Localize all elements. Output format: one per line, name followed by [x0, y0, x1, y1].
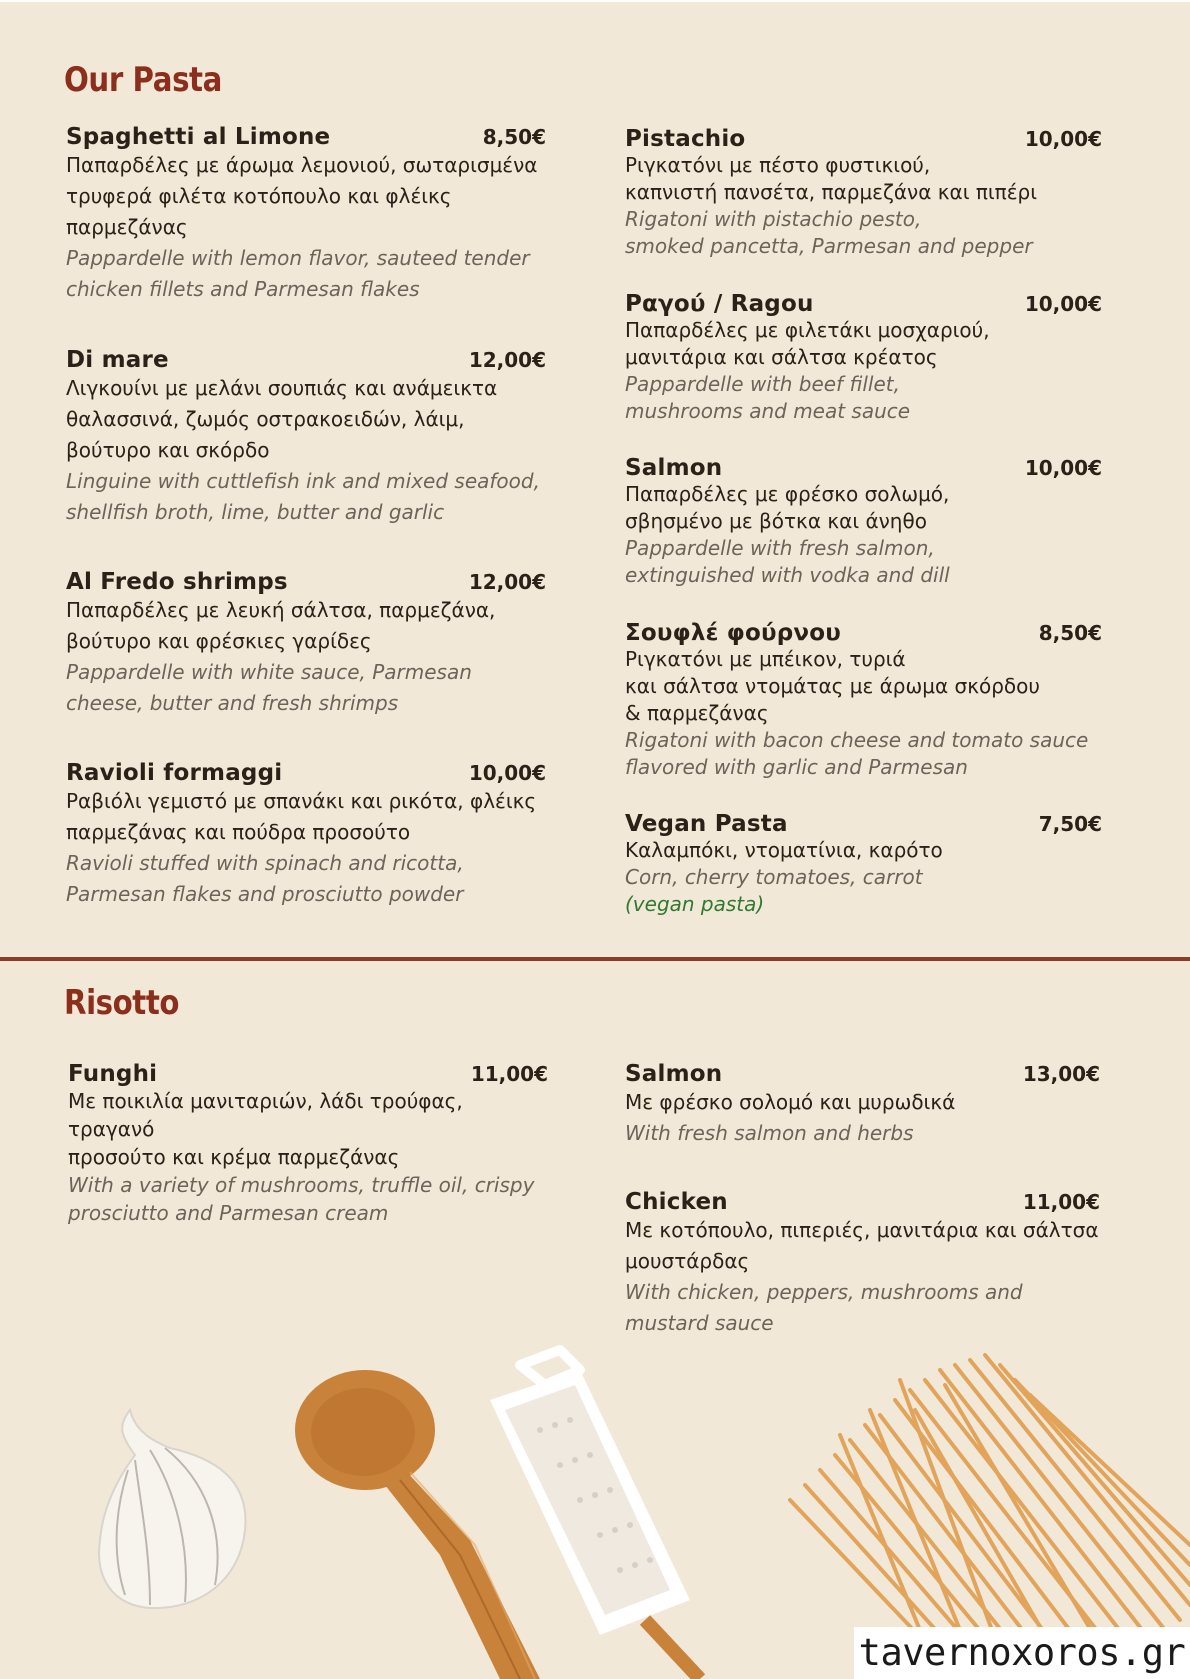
item-name: Spaghetti al Limone [66, 124, 331, 150]
greek-line: Καλαμπόκι, ντοματίνια, καρότο [625, 838, 943, 862]
item-price: 11,00€ [470, 1062, 548, 1086]
item-price: 12,00€ [468, 570, 546, 594]
item-price: 10,00€ [468, 761, 546, 785]
greek-line: παρμεζάνας και πούδρα προσούτο [66, 820, 411, 844]
english-line: extinguished with vodka and dill [625, 563, 950, 587]
english-line: cheese, butter and fresh shrimps [66, 691, 399, 715]
greek-line: μανιτάρια και σάλτσα κρέατος [625, 345, 938, 369]
section-divider [0, 957, 1190, 961]
item-price: 12,00€ [468, 348, 546, 372]
cheese-grater-icon [490, 1350, 700, 1679]
item-name: Pistachio [625, 126, 746, 152]
item-name: Funghi [68, 1061, 158, 1087]
item-name: Al Fredo shrimps [66, 569, 288, 595]
item-name: Di mare [66, 347, 169, 373]
menu-item-di-mare [66, 347, 546, 528]
menu-item-ragou [625, 291, 1102, 425]
greek-line: σβησμένο με βότκα και άνηθο [625, 509, 927, 533]
english-line: Parmesan flakes and prosciutto powder [66, 882, 464, 906]
item-price: 10,00€ [1024, 456, 1102, 480]
english-line: smoked pancetta, Parmesan and pepper [625, 234, 1033, 258]
item-name: Salmon [625, 455, 723, 481]
item-name: Chicken [625, 1189, 728, 1215]
greek-line: μουστάρδας [625, 1249, 750, 1273]
item-name: Salmon [625, 1061, 723, 1087]
section-title-pasta: Our Pasta [64, 60, 222, 100]
english-line: mustard sauce [625, 1311, 774, 1335]
greek-line: βούτυρο και φρέσκιες γαρίδες [66, 629, 372, 653]
english-line: flavored with garlic and Parmesan [625, 755, 968, 779]
english-line: mushrooms and meat sauce [625, 399, 911, 423]
menu-item-salmon-pasta [625, 455, 1102, 589]
menu-item-souffle [625, 620, 1102, 781]
item-name: Ravioli formaggi [66, 760, 283, 786]
watermark: tavernoxoros.gr [854, 1627, 1190, 1679]
english-line: Pappardelle with fresh salmon, [625, 536, 935, 560]
greek-line: βούτυρο και σκόρδο [66, 438, 270, 462]
greek-line: και σάλτσα ντομάτας με άρωμα σκόρδου [625, 674, 1040, 698]
section-title-risotto: Risotto [64, 983, 180, 1023]
menu-item-funghi [68, 1061, 548, 1227]
greek-line: Παπαρδέλες με άρωμα λεμονιού, σωταρισμένα [66, 153, 538, 177]
menu-item-chicken [625, 1189, 1100, 1339]
english-line: Rigatoni with pistachio pesto, [625, 207, 922, 231]
menu-item-al-fredo-shrimps [66, 569, 546, 719]
greek-line: Παπαρδέλες με φιλετάκι μοσχαριού, [625, 318, 990, 342]
vegan-tag: (vegan pasta) [625, 892, 765, 916]
greek-line: παρμεζάνας [66, 215, 188, 239]
menu-item-vegan-pasta [625, 811, 1102, 918]
item-price: 8,50€ [482, 125, 546, 149]
english-line: With a variety of mushrooms, truffle oil, crispy [68, 1173, 535, 1197]
greek-line: Παπαρδέλες με λευκή σάλτσα, παρμεζάνα, [66, 598, 496, 622]
greek-line: Ραβιόλι γεμιστό με σπανάκι και ρικότα, φλέικς [66, 789, 537, 813]
menu-item-spaghetti-al-limone [66, 124, 546, 305]
item-price: 11,00€ [1022, 1190, 1100, 1214]
english-line: With fresh salmon and herbs [625, 1121, 914, 1145]
menu-item-salmon-risotto [625, 1061, 1100, 1149]
english-line: prosciutto and Parmesan cream [68, 1201, 389, 1225]
english-line: Pappardelle with white sauce, Parmesan [66, 660, 472, 684]
english-line: Pappardelle with beef fillet, [625, 372, 900, 396]
english-line: Pappardelle with lemon flavor, sauteed tender [66, 246, 530, 270]
greek-line: & παρμεζάνας [625, 701, 769, 725]
greek-line: προσούτο και κρέμα παρμεζάνας [68, 1145, 400, 1169]
english-line: chicken fillets and Parmesan flakes [66, 277, 420, 301]
garlic-icon [99, 1410, 245, 1608]
greek-line: Με φρέσκο σολομό και μυρωδικά [625, 1090, 956, 1114]
item-price: 8,50€ [1038, 621, 1102, 645]
english-line: Corn, cherry tomatoes, carrot [625, 865, 923, 889]
greek-line: Ριγκατόνι με πέστο φυστικιού, [625, 153, 931, 177]
greek-line: Παπαρδέλες με φρέσκο σολωμό, [625, 482, 950, 506]
greek-line: Με κοτόπουλο, πιπεριές, μανιτάρια και σάλτσα [625, 1218, 1099, 1242]
english-line: With chicken, peppers, mushrooms and [625, 1280, 1023, 1304]
greek-line: Ριγκατόνι με μπέικον, τυριά [625, 647, 906, 671]
item-price: 13,00€ [1022, 1062, 1100, 1086]
item-name: Σουφλέ φούρνου [625, 620, 841, 646]
greek-line: καπνιστή πανσέτα, παρμεζάνα και πιπέρι [625, 180, 1037, 204]
english-line: Rigatoni with bacon cheese and tomato sauce [625, 728, 1089, 752]
menu-item-ravioli-formaggi [66, 760, 546, 910]
item-name: Vegan Pasta [625, 811, 788, 837]
greek-line: τρυφερά φιλέτα κοτόπουλο και φλέικς [66, 184, 452, 208]
item-name: Ραγού / Ragou [625, 291, 814, 317]
english-line: Linguine with cuttlefish ink and mixed seafood, [66, 469, 540, 493]
greek-line: θαλασσινά, ζωμός οστρακοειδών, λάιμ, [66, 407, 465, 431]
greek-line: Λιγκουίνι με μελάνι σουπιάς και ανάμεικτα [66, 376, 498, 400]
english-line: shellfish broth, lime, butter and garlic [66, 500, 445, 524]
item-price: 7,50€ [1038, 812, 1102, 836]
item-price: 10,00€ [1024, 127, 1102, 151]
greek-line: Με ποικιλία μανιταριών, λάδι τρούφας, τραγανό [68, 1089, 463, 1141]
menu-item-pistachio [625, 126, 1102, 260]
top-edge [0, 0, 1190, 2]
english-line: Ravioli stuffed with spinach and ricotta, [66, 851, 464, 875]
item-price: 10,00€ [1024, 292, 1102, 316]
